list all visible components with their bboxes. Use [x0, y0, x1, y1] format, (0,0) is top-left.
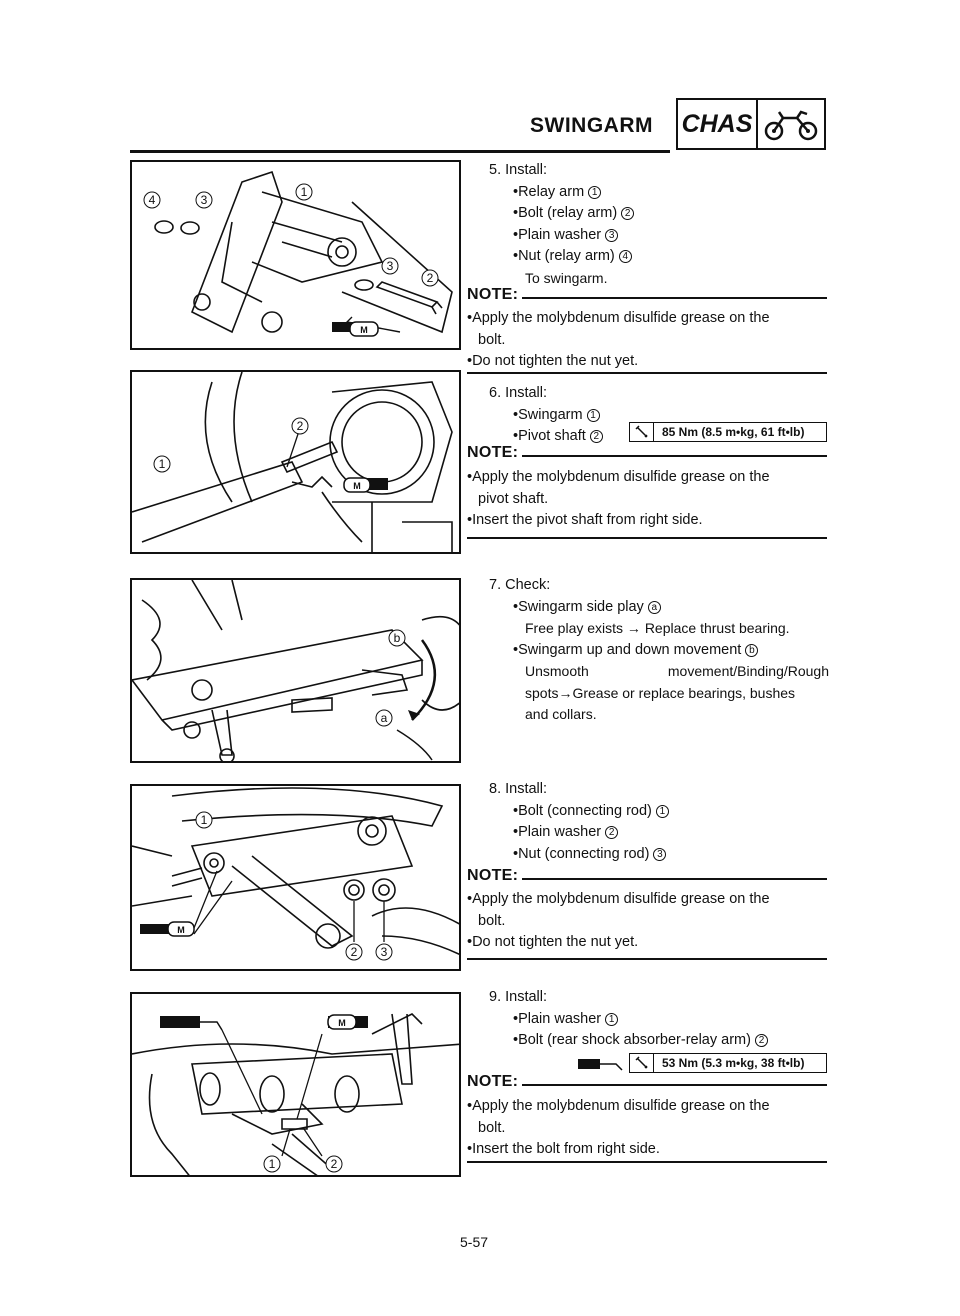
step-item: •Swingarm up and down movement b	[489, 640, 829, 662]
note-end-rule	[467, 372, 827, 374]
item-number: 4	[619, 250, 632, 263]
step-8-text	[489, 779, 829, 865]
step-item: •Relay arm 1	[489, 182, 829, 204]
wrench-icon	[630, 423, 654, 441]
grease-m-label: M	[338, 1018, 346, 1028]
item-number: 1	[656, 805, 669, 818]
step-5-text	[489, 160, 829, 289]
step-item: •Bolt (relay arm) 2	[489, 203, 829, 225]
callout: 3	[200, 193, 208, 207]
callout: 2	[296, 419, 304, 433]
callout: b	[393, 631, 401, 645]
note-body: •Apply the molybdenum disulfide grease on the bolt. •Do not tighten the nut yet.	[467, 310, 770, 369]
note-body: •Apply the molybdenum disulfide grease on the bolt. •Do not tighten the nut yet.	[467, 891, 770, 950]
item-number: 2	[605, 826, 618, 839]
note-end-rule	[467, 537, 827, 539]
step-9-text	[489, 987, 829, 1052]
figure-connecting-rod-install	[130, 784, 461, 971]
step-item: •Plain washer 2	[489, 822, 829, 844]
torque-spec	[629, 422, 827, 442]
step-item: •Bolt (rear shock absorber-relay arm) 2	[489, 1030, 829, 1052]
step-title: 9. Install:	[489, 989, 548, 1005]
step-item: •Plain washer 1	[489, 1009, 829, 1031]
figure-swingarm-pivot	[130, 370, 461, 554]
step-sub-text: and collars.	[525, 706, 597, 722]
item-number: 3	[605, 229, 618, 242]
figure-relay-arm-install	[130, 160, 461, 350]
item-number: 2	[621, 207, 634, 220]
grease-m-label: M	[353, 481, 361, 491]
step-sub-text: Free play exists → Replace thrust bearing.	[525, 620, 790, 636]
callout: 2	[426, 271, 434, 285]
note-end-rule	[467, 1161, 827, 1163]
note-body: •Apply the molybdenum disulfide grease on the bolt. •Insert the bolt from right side.	[467, 1098, 770, 1157]
item-number: a	[648, 601, 661, 614]
step-item: •Swingarm side play a	[489, 597, 829, 619]
figure-swingarm-check	[130, 578, 461, 763]
item-number: 3	[653, 848, 666, 861]
step-item: •Bolt (connecting rod) 1	[489, 801, 829, 823]
step-item: •Pivot shaft 2	[489, 426, 829, 448]
callout: 2	[350, 945, 358, 959]
note-heading: NOTE:	[467, 1073, 827, 1091]
callout: 1	[200, 813, 208, 827]
note-end-rule	[467, 958, 827, 960]
torque-value: 53 Nm (5.3 m•kg, 38 ft•lb)	[662, 1056, 805, 1070]
callout: 4	[148, 193, 156, 207]
section-badge	[676, 98, 826, 150]
header-rule	[130, 150, 670, 153]
item-number: 2	[755, 1034, 768, 1047]
step-title: 8. Install:	[489, 781, 548, 797]
note-heading: NOTE:	[467, 286, 827, 304]
note-heading: NOTE:	[467, 444, 827, 462]
callout: a	[380, 711, 388, 725]
step-item: •Swingarm 1	[489, 405, 829, 427]
item-number: 1	[588, 186, 601, 199]
figure-shock-relay-bolt	[130, 992, 461, 1177]
page-title: SWINGARM	[530, 114, 653, 137]
note-heading: NOTE:	[467, 867, 827, 885]
section-code: CHAS	[678, 100, 758, 148]
callout: 2	[330, 1157, 338, 1171]
step-sub-text: spots→Grease or replace bearings, bushes	[525, 684, 796, 701]
item-number: 1	[605, 1013, 618, 1026]
step-title: 7. Check:	[489, 577, 551, 593]
step-sub-text: Unsmooth movement/Binding/Rough	[525, 663, 829, 679]
grease-m-label: M	[360, 325, 368, 335]
grease-m-label: M	[177, 925, 185, 935]
torque-value: 85 Nm (8.5 m•kg, 61 ft•lb)	[662, 425, 805, 439]
callout: 1	[268, 1157, 276, 1171]
step-title: 5. Install:	[489, 162, 548, 178]
item-number: 1	[587, 409, 600, 422]
motorcycle-icon	[758, 100, 824, 148]
item-number: b	[745, 644, 758, 657]
wrench-icon	[630, 1054, 654, 1072]
step-title: 6. Install:	[489, 385, 548, 401]
step-item: •Nut (relay arm) 4	[489, 246, 829, 268]
callout: 3	[386, 259, 394, 273]
step-item: •Nut (connecting rod) 3	[489, 844, 829, 866]
page-number: 5-57	[460, 1234, 489, 1250]
callout: 3	[380, 945, 388, 959]
callout: 1	[158, 457, 166, 471]
step-sub-text: To swingarm.	[525, 269, 608, 286]
note-body: •Apply the molybdenum disulfide grease on the pivot shaft. •Insert the pivot shaft from right side.	[467, 469, 770, 528]
step-7-text	[489, 575, 829, 726]
callout: 1	[300, 185, 308, 199]
step-item: •Plain washer 3	[489, 225, 829, 247]
item-number: 2	[590, 430, 603, 443]
torque-spec	[629, 1053, 827, 1073]
